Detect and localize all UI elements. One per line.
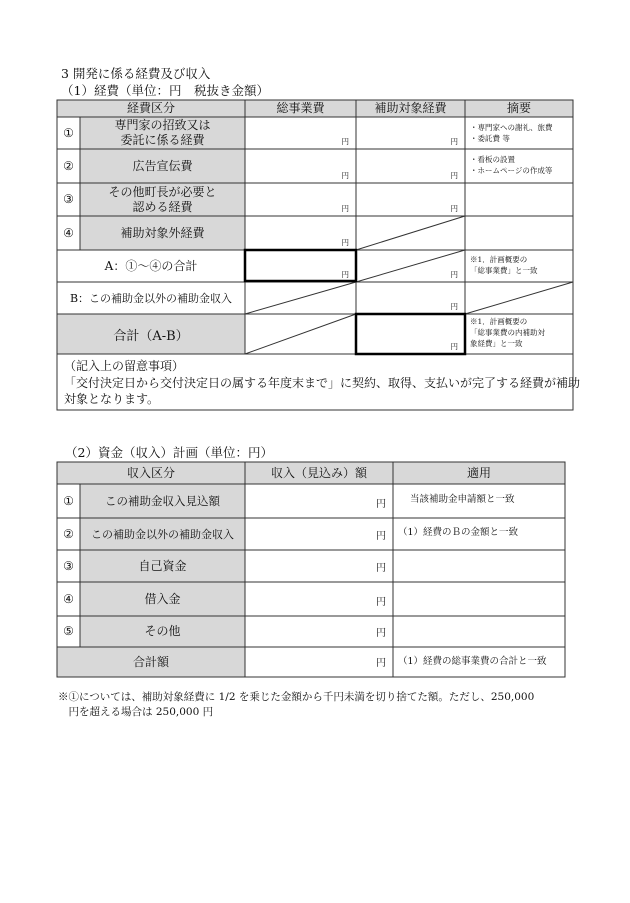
remarks-title: （記入上の留意事項） [64, 359, 185, 373]
expense-subtitle: （1）経費（単位：円 税抜き金額） [61, 83, 269, 98]
inc-row1-amount-input[interactable] [245, 484, 393, 518]
yen-unit: 円 [450, 302, 458, 311]
row2-label: 広告宣伝費 [132, 158, 193, 173]
inc-row1-note: 当該補助金申請額と一致 [410, 494, 515, 505]
inc-row3-amount-input[interactable] [245, 550, 393, 582]
row4-num: ④ [63, 225, 74, 240]
header-summary: 摘要 [506, 101, 531, 115]
row4-label: 補助対象外経費 [120, 225, 205, 240]
income-subtitle: （2）資金（収入）計画（単位：円） [65, 445, 273, 460]
inc-row5-label: その他 [144, 624, 181, 638]
yen-unit: 円 [450, 270, 458, 279]
row2-num: ② [63, 158, 74, 173]
row1-num: ① [63, 125, 74, 140]
yen-unit: 円 [341, 238, 349, 247]
yen-unit: 円 [341, 204, 349, 213]
row3-num: ③ [63, 192, 74, 206]
header-applicable: 適用 [466, 465, 491, 480]
yen-unit: 円 [450, 171, 458, 180]
inc-row3-num: ③ [63, 558, 74, 573]
header-eligible-cost: 補助対象経費 [374, 101, 447, 115]
header-income-amount: 収入（見込み）額 [270, 465, 367, 480]
inc-row5-amount-input[interactable] [245, 616, 393, 647]
inc-row4-num: ④ [63, 591, 74, 606]
row1-label: 専門家の招致又は 委託に係る経費 [114, 118, 211, 147]
inc-row2-amount-input[interactable] [245, 518, 393, 550]
section-title: 3 開発に係る経費及び収入 [61, 66, 211, 81]
yen-unit: 円 [341, 171, 349, 180]
yen-unit: 円 [376, 531, 386, 542]
yen-unit: 円 [341, 137, 349, 146]
inc-row2-label: この補助金以外の補助金収入 [91, 527, 234, 541]
inc-row1-num: ① [63, 493, 74, 508]
yen-unit: 円 [341, 270, 349, 279]
header-expense-category: 経費区分 [126, 101, 175, 115]
row-total-note: ※1．計画概要の 「総事業費の内補助対 象経費」と一致 [470, 317, 545, 348]
header-income-category: 収入区分 [126, 465, 175, 480]
yen-unit: 円 [450, 204, 458, 213]
row2-note: ・看板の設置 ・ホームページの作成等 [470, 155, 553, 175]
inc-row2-note: （1）経費のＢの金額と一致 [398, 527, 519, 538]
row-total-label: 合計（A-B） [113, 328, 189, 344]
row-a-label: A：①～④の合計 [104, 258, 198, 273]
inc-row5-num: ⑤ [63, 624, 74, 638]
header-total-cost: 総事業費 [276, 101, 325, 115]
yen-unit: 円 [376, 658, 386, 669]
yen-unit: 円 [376, 563, 386, 574]
inc-row2-num: ② [63, 526, 74, 541]
row-b-label: B：この補助金以外の補助金収入 [69, 291, 233, 305]
yen-unit: 円 [376, 597, 386, 608]
yen-unit: 円 [376, 499, 386, 510]
remarks-text: 「交付決定日から交付決定日の属する年度末まで」に契約、取得、支払いが完了する経費が補助 対象となります。 [64, 376, 581, 406]
row1-note: ・専門家への謝礼、旅費 ・委託費 等 [470, 123, 553, 143]
inc-total-amount-input[interactable] [245, 647, 393, 677]
footnote: ※①については、補助対象経費に 1/2 を乗じた金額から千円未満を切り捨てた額。ただし、250,000 円を超える場合は 250,000 円 [58, 691, 535, 718]
row3-label: その他町長が必要と 認める経費 [108, 184, 217, 214]
inc-row4-label: 借入金 [144, 591, 181, 606]
yen-unit: 円 [450, 342, 458, 351]
inc-total-label: 合計額 [132, 654, 169, 669]
inc-row3-label: 自己資金 [138, 558, 187, 573]
inc-row1-label: この補助金収入見込額 [105, 493, 220, 508]
yen-unit: 円 [376, 628, 386, 639]
row-a-note: ※1．計画概要の 「総事業費」と一致 [470, 255, 538, 275]
inc-row4-amount-input[interactable] [245, 582, 393, 616]
yen-unit: 円 [450, 137, 458, 146]
inc-total-note: （1）経費の総事業費の合計と一致 [398, 656, 547, 667]
